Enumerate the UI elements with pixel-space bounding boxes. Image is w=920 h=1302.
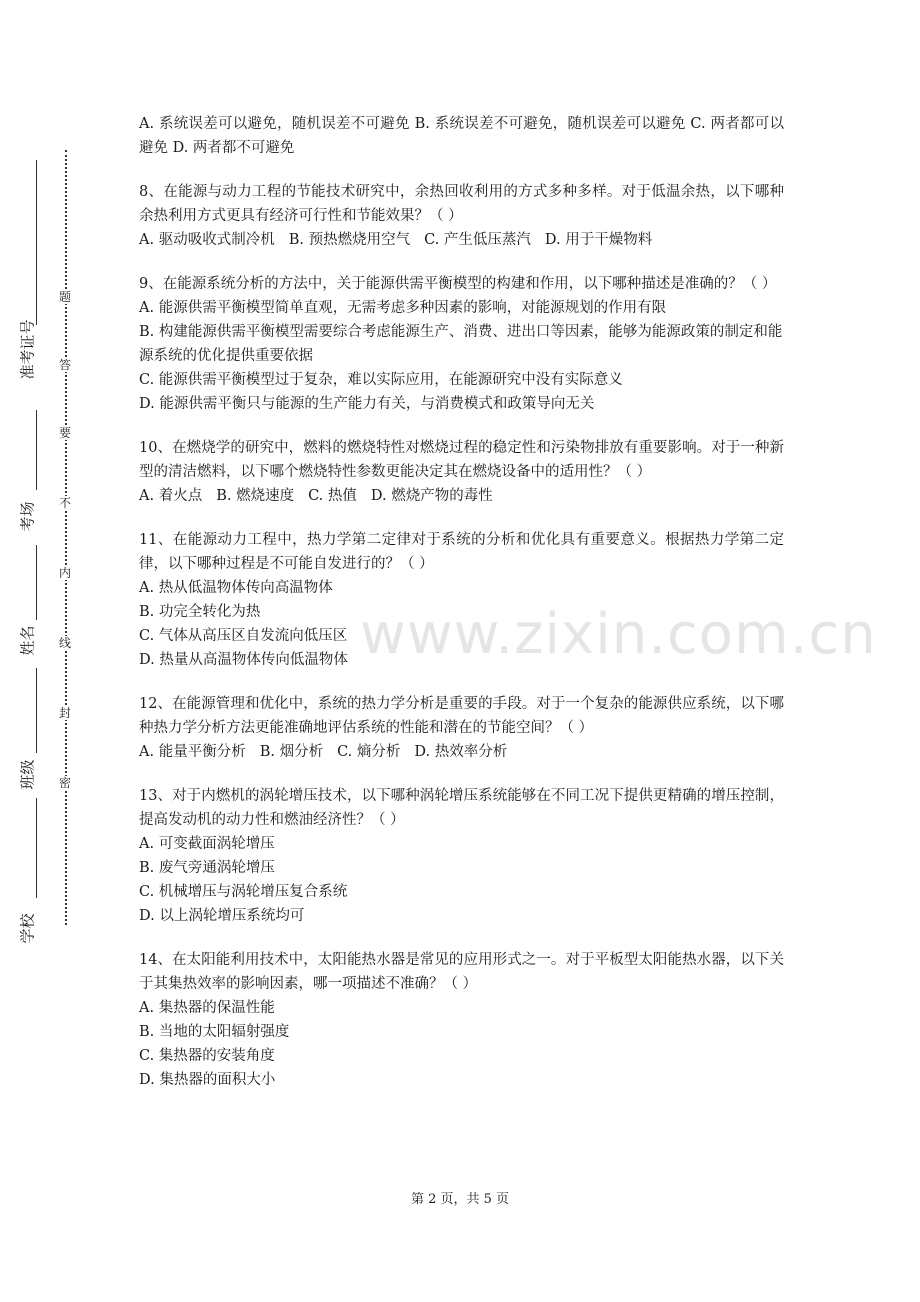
question-list bbox=[139, 180, 784, 1092]
option: C. 熵分析 bbox=[337, 744, 401, 760]
question-text: 13、对于内燃机的涡轮增压技术，以下哪种涡轮增压系统能够在不同工况下提供更精确的增压控制，提高发动机的动力性和燃油经济性？（ ） bbox=[139, 788, 784, 828]
field-underline bbox=[36, 545, 37, 620]
seal-char: 不 bbox=[56, 496, 74, 510]
field-underline bbox=[36, 160, 37, 325]
option: A. 可变截面涡轮增压 bbox=[139, 836, 275, 852]
seal-dotted-line bbox=[65, 150, 67, 925]
question-text: 8、在能源与动力工程的节能技术研究中，余热回收利用的方式多种多样。对于低温余热，以下哪种余热利用方式更具有经济可行性和节能效果？（ ） bbox=[139, 184, 784, 224]
intro-answer-options: A. 系统误差可以避免，随机误差不可避免 B. 系统误差不可避免，随机误差可以避免 C. 两者都可以避免 D. 两者都不可避免 bbox=[139, 116, 784, 156]
question-text: 12、在能源管理和优化中，系统的热力学分析是重要的手段。对于一个复杂的能源供应系统，以下哪种热力学分析方法更能准确地评估系统的性能和潜在的节能空间？（ ） bbox=[139, 696, 784, 736]
option: C. 集热器的安装角度 bbox=[139, 1048, 275, 1064]
option: D. 热量从高温物体传向低温物体 bbox=[139, 652, 348, 668]
option: C. 热值 bbox=[308, 488, 357, 504]
question-text: 14、在太阳能利用技术中，太阳能热水器是常见的应用形式之一。对于平板型太阳能热水器，以下关于其集热效率的影响因素，哪一项描述不准确？（ ） bbox=[139, 952, 784, 992]
question-13 bbox=[139, 784, 784, 928]
option: D. 燃烧产物的毒性 bbox=[370, 488, 493, 504]
field-label-exam-room: 考场 bbox=[18, 501, 37, 532]
option: D. 能源供需平衡只与能源的生产能力有关，与消费模式和政策导向无关 bbox=[139, 396, 595, 412]
option: C. 机械增压与涡轮增压复合系统 bbox=[139, 884, 348, 900]
option: A. 能量平衡分析 bbox=[139, 744, 246, 760]
seal-char: 要 bbox=[56, 426, 74, 440]
question-text: 9、在能源系统分析的方法中，关于能源供需平衡模型的构建和作用，以下哪种描述是准确的？（ ） bbox=[139, 276, 777, 292]
field-underline bbox=[36, 668, 37, 753]
options-row bbox=[139, 740, 784, 764]
option: A. 能源供需平衡模型简单直观，无需考虑多种因素的影响，对能源规划的作用有限 bbox=[139, 300, 667, 316]
field-underline bbox=[36, 410, 37, 490]
field-label-name: 姓名 bbox=[18, 625, 37, 656]
seal-char: 题 bbox=[56, 290, 74, 304]
question-9 bbox=[139, 272, 784, 416]
field-label-school: 学校 bbox=[18, 913, 37, 944]
option: B. 烟分析 bbox=[259, 744, 324, 760]
question-text: 10、在燃烧学的研究中，燃料的燃烧特性对燃烧过程的稳定性和污染物排放有重要影响。对于一种新型的清洁燃料，以下哪个燃烧特性参数更能决定其在燃烧设备中的适用性？（ ） bbox=[139, 440, 784, 480]
question-12 bbox=[139, 692, 784, 764]
question-14 bbox=[139, 948, 784, 1092]
option: B. 燃烧速度 bbox=[216, 488, 295, 504]
option: A. 着火点 bbox=[139, 488, 203, 504]
exam-content bbox=[139, 112, 784, 1092]
option: A. 驱动吸收式制冷机 bbox=[139, 232, 275, 248]
option: B. 功完全转化为热 bbox=[139, 604, 261, 620]
option: D. 用于干燥物料 bbox=[544, 232, 653, 248]
seal-char: 答 bbox=[56, 358, 74, 372]
question-10 bbox=[139, 436, 784, 508]
seal-char: 线 bbox=[56, 636, 74, 650]
option: D. 以上涡轮增压系统均可 bbox=[139, 908, 305, 924]
seal-char: 密 bbox=[56, 776, 74, 790]
field-underline bbox=[36, 798, 37, 898]
option: B. 预热燃烧用空气 bbox=[288, 232, 411, 248]
question-11 bbox=[139, 528, 784, 672]
question-text: 11、在能源动力工程中，热力学第二定律对于系统的分析和优化具有重要意义。根据热力学第二定律，以下哪种过程是不可能自发进行的？（ ） bbox=[139, 532, 784, 572]
option: A. 热从低温物体传向高温物体 bbox=[139, 580, 333, 596]
option: D. 集热器的面积大小 bbox=[139, 1072, 276, 1088]
seal-char: 封 bbox=[56, 706, 74, 720]
options-row bbox=[139, 484, 784, 508]
page-footer: 第 2 页，共 5 页 bbox=[410, 1192, 510, 1207]
option: C. 产生低压蒸汽 bbox=[424, 232, 531, 248]
question-8 bbox=[139, 180, 784, 252]
seal-char: 内 bbox=[56, 566, 74, 580]
option: B. 当地的太阳辐射强度 bbox=[139, 1024, 290, 1040]
options-row bbox=[139, 228, 784, 252]
option: A. 集热器的保温性能 bbox=[139, 1000, 275, 1016]
watermark: www.zixin.com.cn bbox=[360, 602, 877, 667]
option: B. 构建能源供需平衡模型需要综合考虑能源生产、消费、进出口等因素，能够为能源政策的制定和能源系统的优化提供重要依据 bbox=[139, 324, 783, 364]
option: C. 能源供需平衡模型过于复杂，难以实际应用，在能源研究中没有实际意义 bbox=[139, 372, 623, 388]
field-label-class: 班级 bbox=[18, 759, 37, 790]
field-label-exam-number: 准考证号 bbox=[18, 319, 37, 380]
option: D. 热效率分析 bbox=[414, 744, 508, 760]
option: C. 气体从高压区自发流向低压区 bbox=[139, 628, 348, 644]
option: B. 废气旁通涡轮增压 bbox=[139, 860, 275, 876]
